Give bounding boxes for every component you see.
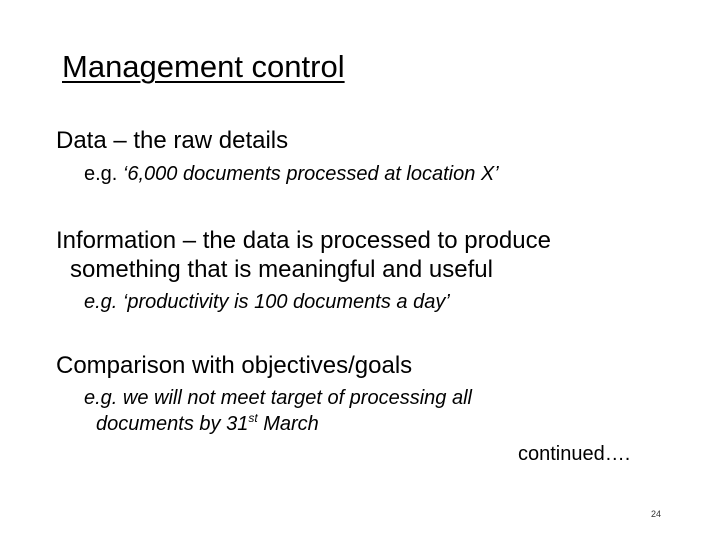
example-text-before: documents by 31 bbox=[96, 413, 249, 435]
bullet-data-example bbox=[84, 162, 499, 186]
example-prefix: e.g. bbox=[84, 291, 123, 313]
bullet-information-example bbox=[84, 290, 450, 314]
page-number: 24 bbox=[651, 509, 662, 519]
continued-label: continued…. bbox=[518, 443, 631, 465]
bullet-comparison-example: e.g. we will not meet target of processing all bbox=[84, 387, 472, 409]
example-text-after: March bbox=[257, 413, 319, 435]
bullet-data-heading: Data – the raw details bbox=[56, 127, 289, 154]
ordinal-suffix: st bbox=[248, 411, 258, 425]
bullet-comparison-example-cont bbox=[96, 412, 319, 436]
slide-title: Management control bbox=[62, 49, 345, 84]
example-text: ‘productivity is 100 documents a day’ bbox=[122, 291, 450, 313]
example-prefix: e.g. bbox=[84, 163, 123, 185]
bullet-information-heading-cont: something that is meaningful and useful bbox=[70, 256, 493, 283]
bullet-comparison-heading: Comparison with objectives/goals bbox=[56, 352, 413, 379]
example-text: ‘6,000 documents processed at location X’ bbox=[122, 163, 499, 185]
bullet-information-heading: Information – the data is processed to produce bbox=[56, 227, 551, 254]
